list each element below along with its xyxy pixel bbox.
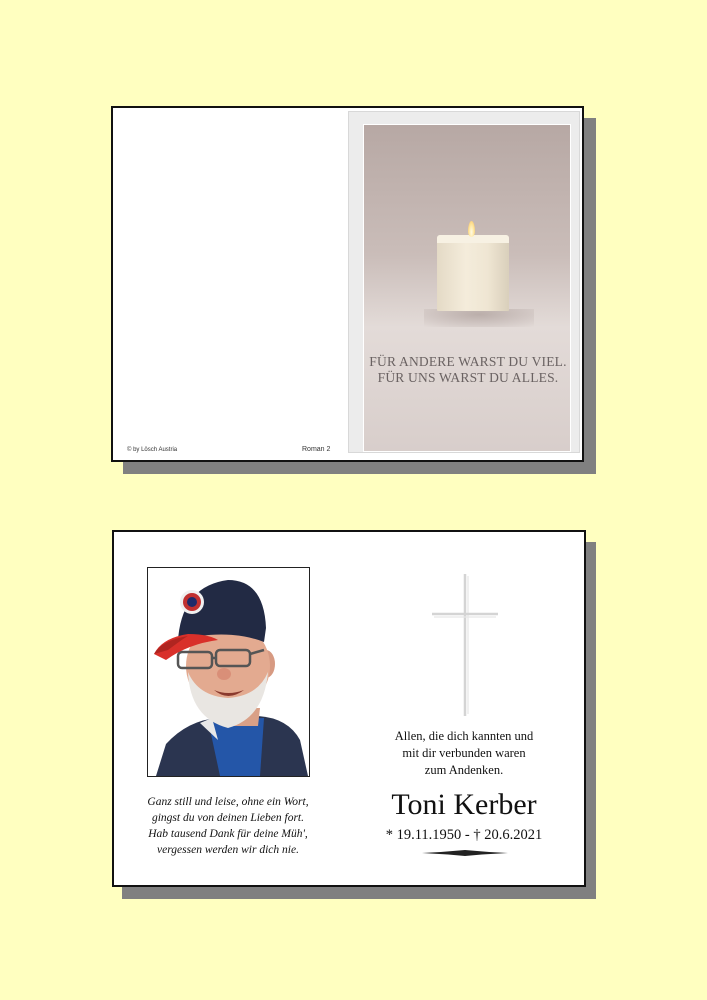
dedication-line: Allen, die dich kannten und [394, 729, 534, 743]
dedication-text [364, 728, 564, 779]
design-name-text: Roman 2 [302, 446, 331, 453]
candle-shadow [424, 309, 534, 327]
cover-verse-line-2: FÜR UNS WARST DU ALLES. [377, 370, 559, 385]
portrait-illustration [148, 568, 309, 776]
poem-line: Ganz still und leise, ohne ein Wort, [147, 796, 309, 808]
cross-icon [432, 574, 498, 716]
card-inner-side [112, 530, 586, 887]
life-dates: * 19.11.1950 - † 20.6.2021 [385, 827, 543, 843]
copyright-text: © by Lösch Austria [127, 447, 178, 453]
flame-icon [468, 221, 475, 237]
ornament-divider-icon [422, 849, 508, 857]
poem-line: Hab tausend Dank für deine Müh', [148, 828, 308, 840]
candle-icon [437, 235, 509, 311]
dedication-line: zum Andenken. [424, 763, 504, 777]
poem-line: vergessen werden wir dich nie. [157, 844, 299, 856]
card-outer-side [111, 106, 584, 462]
poem-line: gingst du von deinen Lieben fort. [151, 812, 305, 824]
dedication-line: mit dir verbunden waren [402, 746, 526, 760]
candle-image [363, 124, 571, 452]
poem-text [132, 794, 324, 858]
portrait-photo [147, 567, 310, 777]
deceased-name: Toni Kerber [391, 788, 537, 821]
cover-verse-line-1: FÜR ANDERE WARST DU VIEL. [369, 354, 567, 369]
cover-frame [348, 111, 580, 453]
